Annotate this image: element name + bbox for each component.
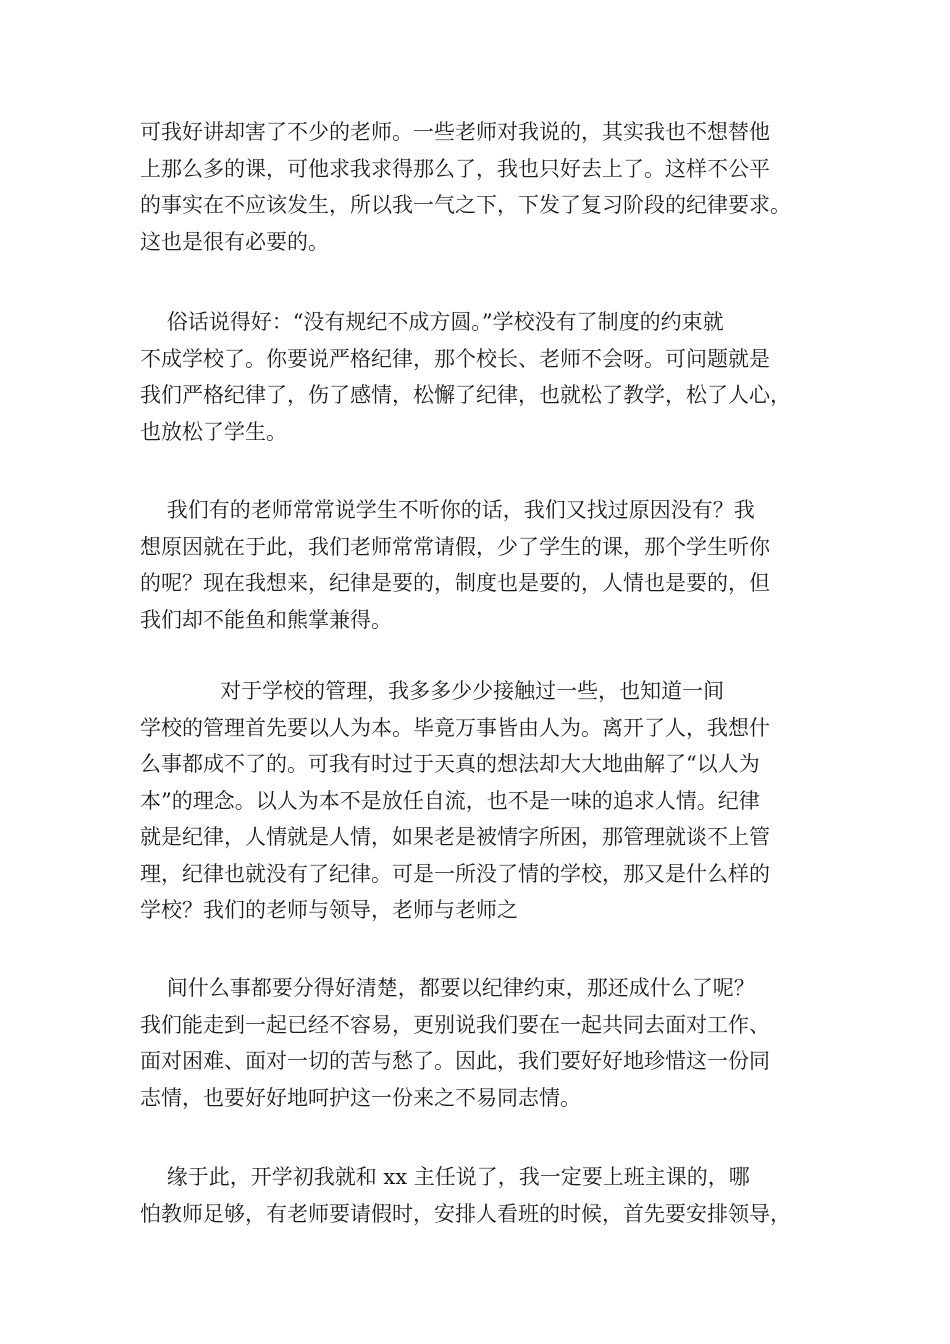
paragraph-line: 么事都成不了的。可我有时过于天真的想法却大大地曲解了“以人为 <box>140 752 760 776</box>
paragraph-line: 间什么事都要分得好清楚，都要以纪律约束，那还成什么了呢？ <box>140 976 755 1000</box>
paragraph-line: 我们能走到一起已经不容易，更别说我们要在一起共同去面对工作、 <box>140 1012 770 1037</box>
paragraph-line: 我们却不能鱼和熊掌兼得。 <box>140 607 392 632</box>
paragraph-6 <box>140 1159 830 1232</box>
paragraph-line: 缘于此，开学初我就和 xx 主任说了，我一定要上班主课的，哪 <box>140 1165 750 1189</box>
paragraph-4 <box>140 673 830 929</box>
paragraph-line: 本”的理念。以人为本不是放任自流，也不是一味的追求人情。纪律 <box>140 788 760 813</box>
paragraph-line: 学校？我们的老师与领导，老师与老师之 <box>140 898 518 922</box>
paragraph-line: 我们有的老师常常说学生不听你的话，我们又找过原因没有？我 <box>140 498 755 522</box>
paragraph-line: 不成学校了。你要说严格纪律，那个校长、老师不会呀。可问题就是 <box>140 346 770 371</box>
paragraph-1 <box>140 114 830 260</box>
paragraph-3 <box>140 492 830 638</box>
paragraph-line: 对于学校的管理，我多多少少接触过一些，也知道一间 <box>140 679 725 703</box>
paragraph-line: 怕教师足够，有老师要请假时，安排人看班的时候，首先要安排领导， <box>140 1201 791 1226</box>
paragraph-line: 的呢？现在我想来，纪律是要的，制度也是要的，人情也是要的，但 <box>140 571 770 595</box>
paragraph-line: 的事实在不应该发生，所以我一气之下，下发了复习阶段的纪律要求。 <box>140 193 791 217</box>
paragraph-5 <box>140 970 830 1116</box>
paragraph-line: 就是纪律，人情就是人情，如果老是被情字所困，那管理就谈不上管 <box>140 825 770 849</box>
paragraph-line: 俗话说得好：“没有规纪不成方圆。”学校没有了制度的约束就 <box>140 310 724 334</box>
paragraph-line: 学校的管理首先要以人为本。毕竟万事皆由人为。离开了人，我想什 <box>140 715 770 740</box>
paragraph-line: 我们严格纪律了，伤了感情，松懈了纪律，也就松了教学，松了人心， <box>140 383 791 407</box>
paragraph-line: 可我好讲却害了不少的老师。一些老师对我说的，其实我也不想替他 <box>140 120 770 144</box>
paragraph-line: 上那么多的课，可他求我求得那么了，我也只好去上了。这样不公平 <box>140 156 770 181</box>
paragraph-line: 这也是很有必要的。 <box>140 229 329 254</box>
paragraph-line: 理，纪律也就没有了纪律。可是一所没了情的学校，那又是什么样的 <box>140 861 770 886</box>
paragraph-line: 面对困难、面对一切的苦与愁了。因此，我们要好好地珍惜这一份同 <box>140 1049 770 1073</box>
paragraph-line: 也放松了学生。 <box>140 419 287 444</box>
paragraph-line: 想原因就在于此，我们老师常常请假，少了学生的课，那个学生听你 <box>140 534 770 559</box>
paragraph-2 <box>140 304 830 450</box>
paragraph-line: 志情，也要好好地呵护这一份来之不易同志情。 <box>140 1085 581 1110</box>
